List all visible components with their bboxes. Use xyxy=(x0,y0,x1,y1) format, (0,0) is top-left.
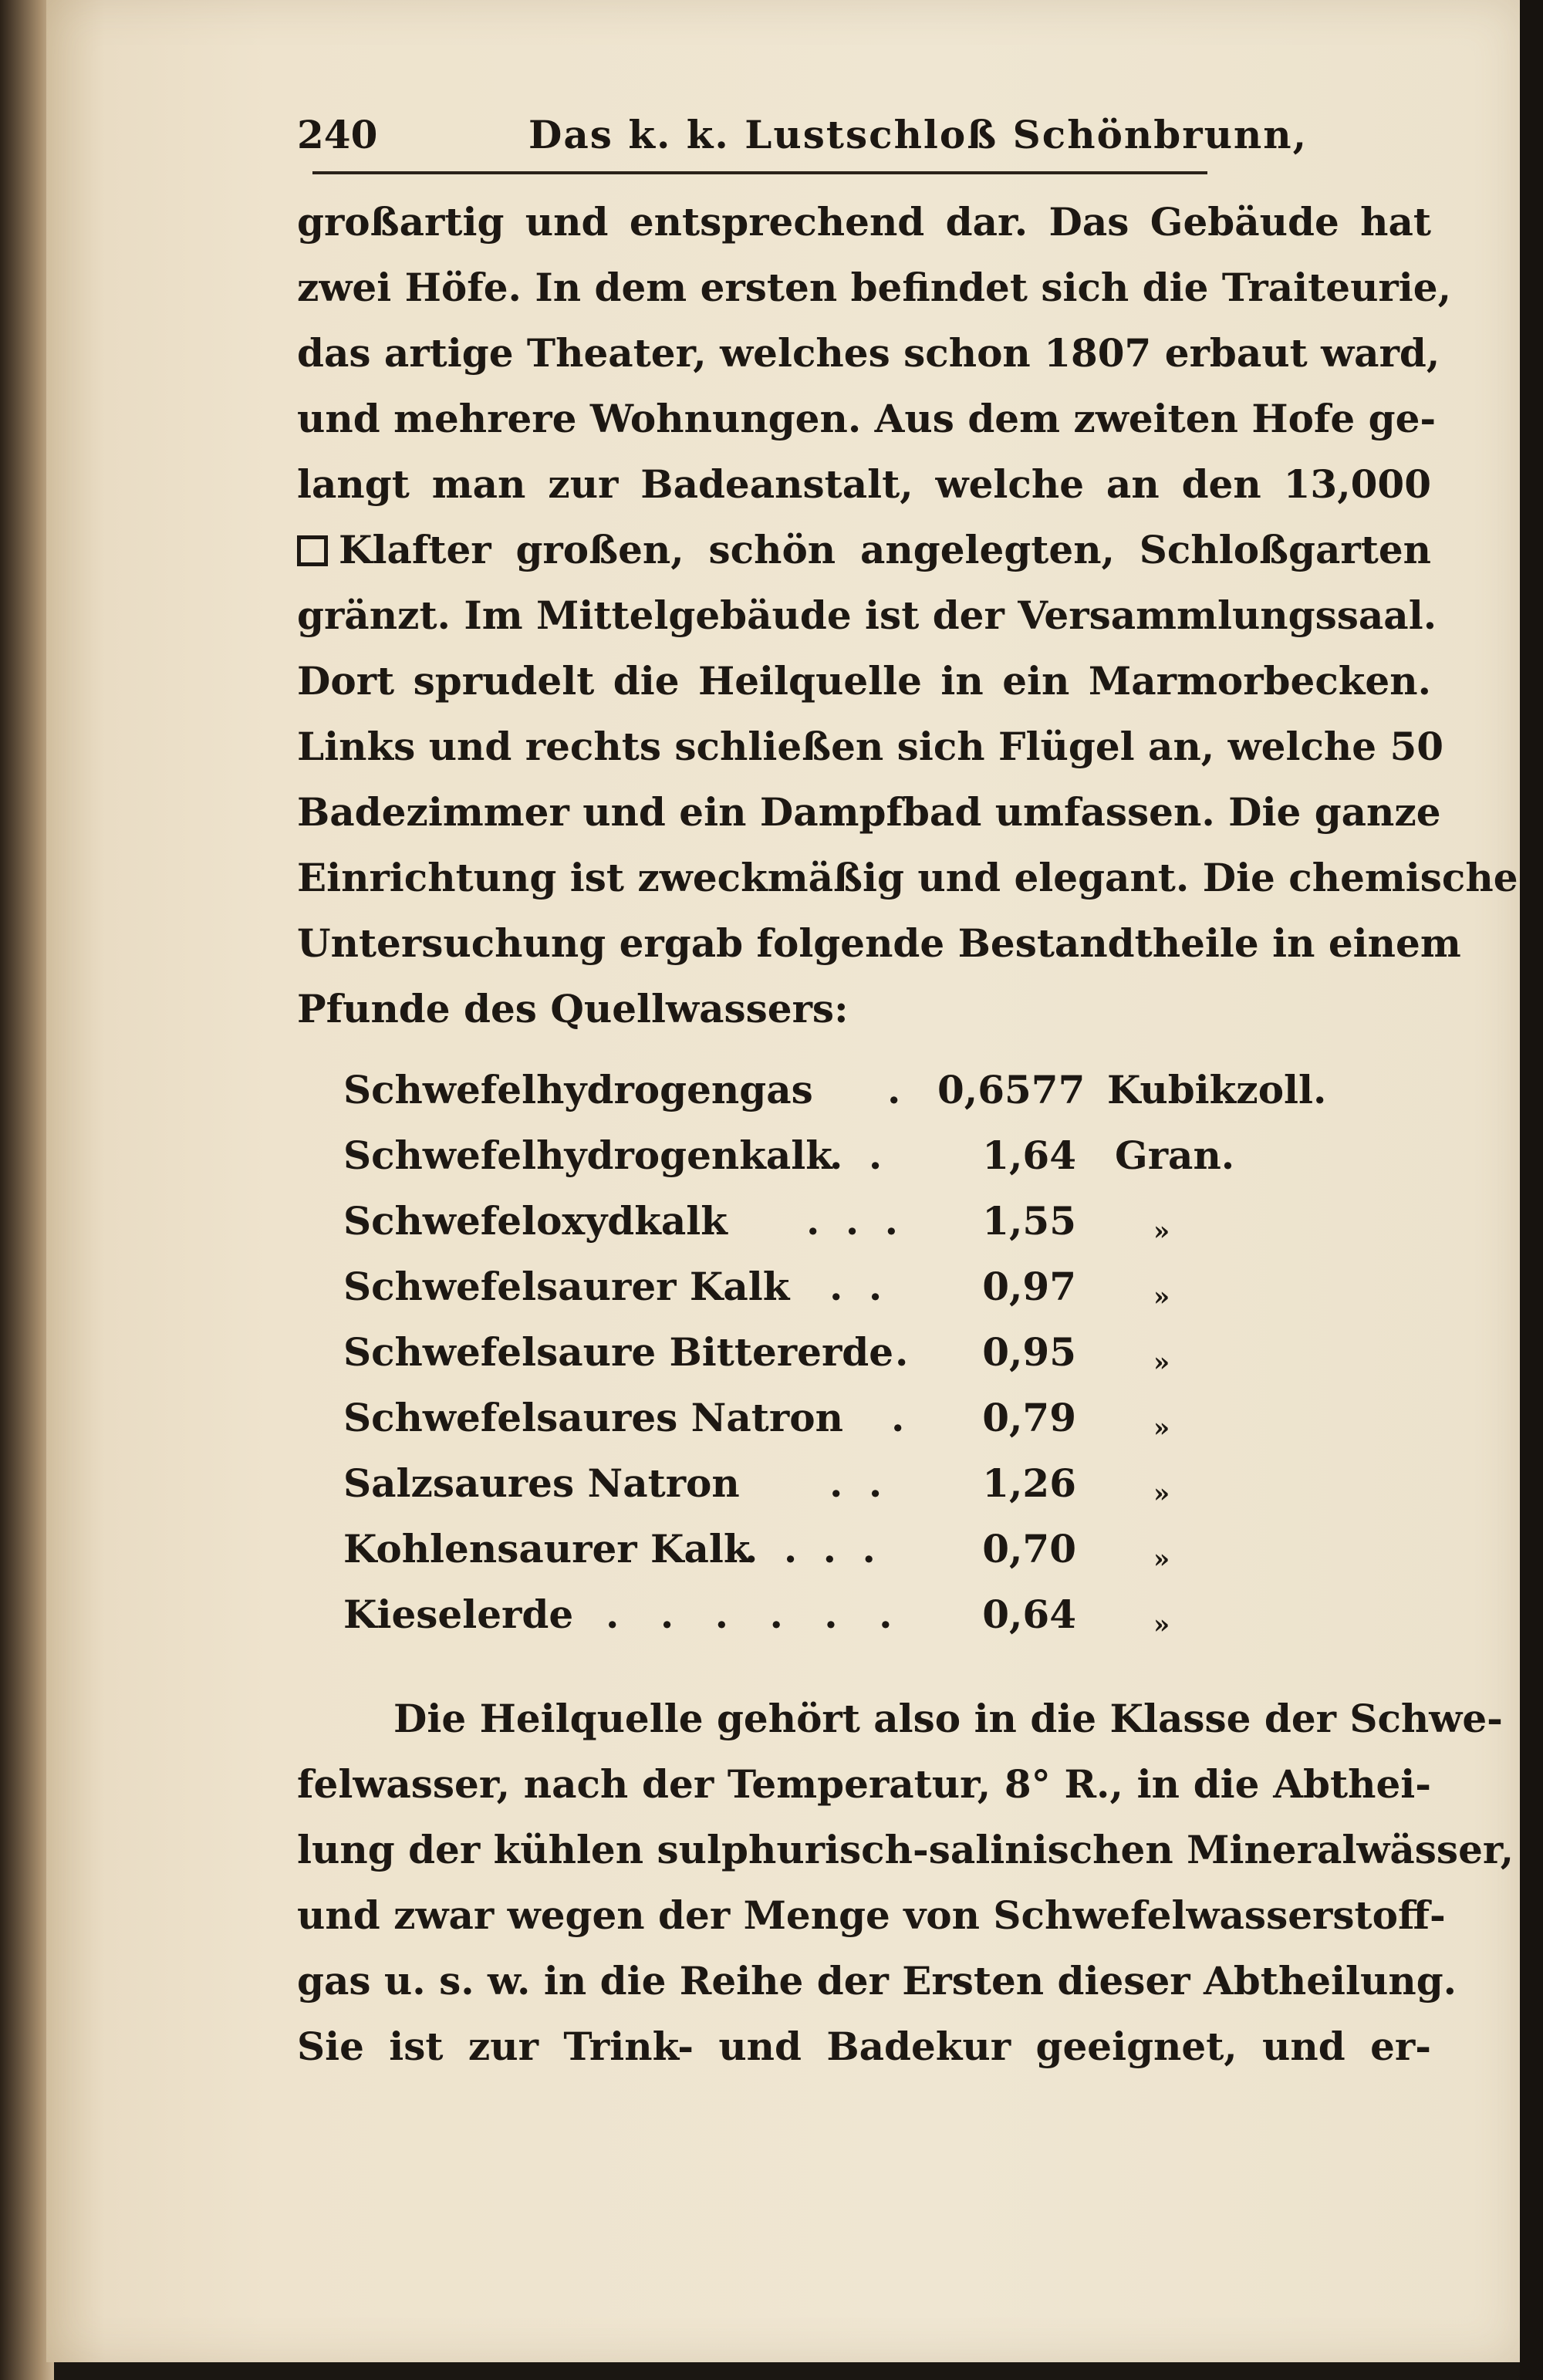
leader-dots: . xyxy=(895,1329,909,1375)
table-row xyxy=(343,1385,1346,1450)
component-value: 0,79 xyxy=(982,1395,1076,1440)
component-value: 1,64 xyxy=(982,1133,1076,1178)
component-value: 1,26 xyxy=(982,1460,1076,1506)
component-name: Schwefeloxydkalk xyxy=(343,1198,728,1244)
table-row xyxy=(343,1582,1346,1647)
component-name: Schwefelsaures Natron xyxy=(343,1395,843,1440)
table-row xyxy=(343,1319,1346,1385)
leader-dots: . xyxy=(891,1395,905,1440)
paragraph-2 xyxy=(297,1686,1514,2079)
book-edge xyxy=(1520,0,1543,2380)
leader-dots: . . . . xyxy=(744,1526,882,1571)
leader-dots: . . xyxy=(829,1264,889,1309)
table-row xyxy=(343,1057,1346,1122)
leader-dots: . . xyxy=(829,1460,889,1506)
leader-dots: . . xyxy=(829,1133,889,1178)
leader-dots: . . . xyxy=(806,1198,905,1244)
ditto-mark: » xyxy=(1153,1609,1170,1640)
running-title: Das k. k. Lustschloß Schönbrunn, xyxy=(528,112,1308,157)
text-line: und mehrere Wohnungen. Aus dem zweiten Hofe ge- xyxy=(297,396,1437,441)
component-unit: Gran. xyxy=(1115,1133,1235,1178)
leader-dots: . xyxy=(887,1067,901,1112)
component-value: 0,64 xyxy=(982,1592,1076,1637)
mineral-analysis-table xyxy=(343,1057,1346,1647)
text-line: und zwar wegen der Menge von Schwefelwasserstoff- xyxy=(297,1892,1446,1938)
text-line: lung der kühlen sulphurisch-salinischen Mineralwässer, xyxy=(297,1827,1514,1872)
text-line: großartig und entsprechend dar. Das Gebäude hat xyxy=(297,199,1431,245)
ditto-mark: » xyxy=(1153,1347,1170,1378)
text-line: langt man zur Badeanstalt, welche an den 13,000 xyxy=(297,461,1431,507)
header-rule xyxy=(312,171,1207,174)
text-line-content: Klafter großen, schön angelegten, Schloßgarten xyxy=(339,527,1431,572)
text-line: Einrichtung ist zweckmäßig und elegant. Die chemische xyxy=(297,855,1518,900)
text-line: felwasser, nach der Temperatur, 8° R., in die Abthei- xyxy=(297,1761,1431,1807)
component-name: Kohlensaurer Kalk xyxy=(343,1526,751,1571)
table-row xyxy=(343,1254,1346,1319)
ditto-mark: » xyxy=(1153,1216,1170,1247)
text-line: Pfunde des Quellwassers: xyxy=(297,986,849,1031)
text-line: Untersuchung ergab folgende Bestandtheile in einem xyxy=(297,920,1461,966)
text-line: das artige Theater, welches schon 1807 erbaut ward, xyxy=(297,330,1440,376)
table-row xyxy=(343,1450,1346,1516)
component-unit: Kubikzoll. xyxy=(1107,1067,1327,1112)
table-row xyxy=(343,1516,1346,1582)
component-value: 0,6577 xyxy=(937,1067,1086,1112)
text-line: gas u. s. w. in die Reihe der Ersten dieser Abtheilung. xyxy=(297,1958,1457,2004)
component-name: Schwefelsaure Bittererde xyxy=(343,1329,894,1375)
paragraph-1 xyxy=(297,189,1518,1041)
text-line: Links und rechts schließen sich Flügel an, welche 50 xyxy=(297,724,1444,769)
ditto-mark: » xyxy=(1153,1544,1170,1575)
table-row xyxy=(343,1188,1346,1254)
square-symbol-icon xyxy=(297,535,328,566)
component-value: 0,70 xyxy=(982,1526,1076,1571)
page-number: 240 xyxy=(297,112,378,157)
ditto-mark: » xyxy=(1153,1413,1170,1443)
text-line: Die Heilquelle gehört also in die Klasse der Schwe- xyxy=(393,1696,1503,1741)
ditto-mark: » xyxy=(1153,1478,1170,1509)
component-name: Schwefelhydrogenkalk xyxy=(343,1133,832,1178)
text-line: Sie ist zur Trink- und Badekur geeignet, und er- xyxy=(297,2024,1431,2069)
component-value: 0,95 xyxy=(982,1329,1076,1375)
component-value: 1,55 xyxy=(982,1198,1076,1244)
table-row xyxy=(343,1122,1346,1188)
component-name: Kieselerde xyxy=(343,1592,574,1637)
text-line: gränzt. Im Mittelgebäude ist der Versammlungssaal. xyxy=(297,592,1437,638)
text-line: Dort sprudelt die Heilquelle in ein Marmorbecken. xyxy=(297,658,1431,704)
component-name: Salzsaures Natron xyxy=(343,1460,740,1506)
component-value: 0,97 xyxy=(982,1264,1076,1309)
ditto-mark: » xyxy=(1153,1281,1170,1312)
component-name: Schwefelhydrogengas xyxy=(343,1067,813,1112)
page-header xyxy=(297,112,1439,174)
text-line: zwei Höfe. In dem ersten befindet sich die Traiteurie, xyxy=(297,265,1451,310)
text-line: Badezimmer und ein Dampfbad umfassen. Die ganze xyxy=(297,789,1441,835)
leader-dots: . . . . . . xyxy=(606,1592,907,1637)
component-name: Schwefelsaurer Kalk xyxy=(343,1264,790,1309)
text-line-with-square xyxy=(297,517,1431,582)
